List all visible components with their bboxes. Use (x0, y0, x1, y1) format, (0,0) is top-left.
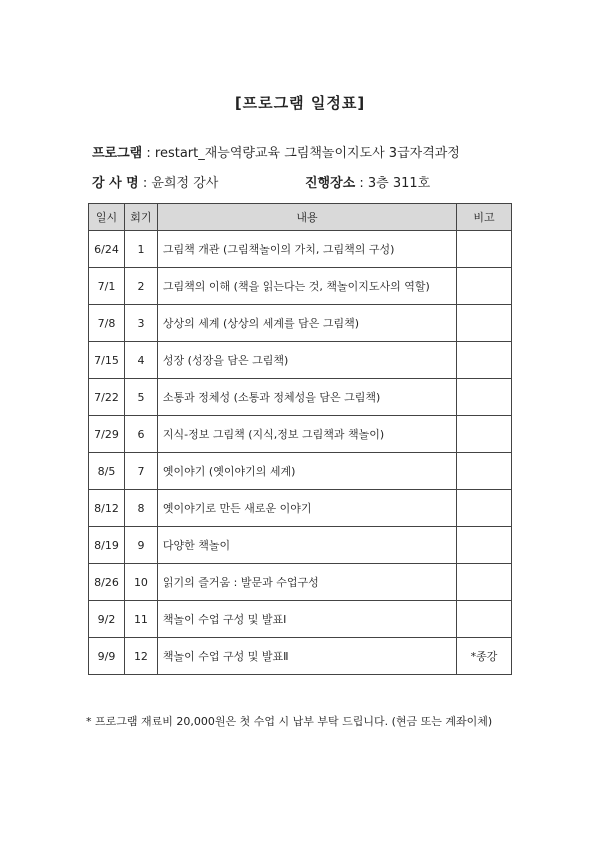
session-cell: 12 (124, 638, 157, 675)
note-cell (457, 379, 512, 416)
date-cell: 8/12 (89, 490, 125, 527)
date-cell: 7/22 (89, 379, 125, 416)
date-cell: 7/15 (89, 342, 125, 379)
content-cell: 다양한 책놀이 (157, 527, 456, 564)
content-cell: 소통과 정체성 (소통과 정체성을 담은 그림책) (157, 379, 456, 416)
table-row (89, 601, 512, 638)
note-cell (457, 342, 512, 379)
session-cell: 10 (124, 564, 157, 601)
instructor-info (92, 172, 218, 191)
session-cell: 11 (124, 601, 157, 638)
table-row (89, 490, 512, 527)
note-cell (457, 490, 512, 527)
content-cell: 지식-정보 그림책 (지식,정보 그림책과 책놀이) (157, 416, 456, 453)
date-cell: 6/24 (89, 231, 125, 268)
instructor-value: 윤희정 강사 (151, 176, 219, 191)
session-cell: 8 (124, 490, 157, 527)
note-cell (457, 305, 512, 342)
header-session: 회기 (124, 204, 157, 231)
note-cell (457, 416, 512, 453)
table-row (89, 305, 512, 342)
session-cell: 9 (124, 527, 157, 564)
schedule-body (89, 231, 512, 675)
note-cell (457, 527, 512, 564)
program-info (92, 142, 460, 161)
footnote: * 프로그램 재료비 20,000원은 첫 수업 시 납부 부탁 드립니다. (현금 또는 계좌이체) (86, 715, 493, 728)
location-value: 3층 311호 (367, 176, 431, 191)
table-row (89, 638, 512, 675)
session-cell: 2 (124, 268, 157, 305)
instructor-separator: : (138, 176, 152, 191)
note-cell (457, 453, 512, 490)
date-cell: 8/19 (89, 527, 125, 564)
program-label: 프로그램 (92, 146, 143, 161)
session-cell: 6 (124, 416, 157, 453)
date-cell: 9/2 (89, 601, 125, 638)
table-row (89, 564, 512, 601)
header-content: 내용 (157, 204, 456, 231)
table-row (89, 527, 512, 564)
content-cell: 상상의 세계 (상상의 세계를 담은 그림책) (157, 305, 456, 342)
instructor-label: 강 사 명 (92, 176, 139, 191)
date-cell: 7/1 (89, 268, 125, 305)
table-row (89, 268, 512, 305)
date-cell: 8/26 (89, 564, 125, 601)
date-cell: 9/9 (89, 638, 125, 675)
note-cell (457, 564, 512, 601)
header-note: 비고 (457, 204, 512, 231)
table-row (89, 453, 512, 490)
program-value: restart_재능역량교육 그림책놀이지도사 3급자격과정 (154, 146, 460, 161)
content-cell: 읽기의 즐거움 : 발문과 수업구성 (157, 564, 456, 601)
page-title: [프로그램 일정표] (234, 94, 366, 112)
content-cell: 책놀이 수업 구성 및 발표Ⅱ (157, 638, 456, 675)
content-cell: 그림책 개관 (그림책놀이의 가치, 그림책의 구성) (157, 231, 456, 268)
content-cell: 책놀이 수업 구성 및 발표Ⅰ (157, 601, 456, 638)
note-cell (457, 268, 512, 305)
content-cell: 성장 (성장을 담은 그림책) (157, 342, 456, 379)
date-cell: 7/8 (89, 305, 125, 342)
header-date: 일시 (89, 204, 125, 231)
note-cell (457, 231, 512, 268)
location-separator: : (355, 176, 368, 191)
session-cell: 5 (124, 379, 157, 416)
date-cell: 7/29 (89, 416, 125, 453)
program-separator: : (142, 146, 155, 161)
schedule-table (88, 203, 512, 675)
session-cell: 3 (124, 305, 157, 342)
note-cell (457, 601, 512, 638)
table-row (89, 342, 512, 379)
content-cell: 옛이야기로 만든 새로운 이야기 (157, 490, 456, 527)
location-label: 진행장소 (305, 176, 356, 191)
location-info (305, 172, 430, 191)
session-cell: 4 (124, 342, 157, 379)
date-cell: 8/5 (89, 453, 125, 490)
session-cell: 7 (124, 453, 157, 490)
session-cell: 1 (124, 231, 157, 268)
table-header-row (89, 204, 512, 231)
note-cell: *종강 (457, 638, 512, 675)
table-row (89, 416, 512, 453)
content-cell: 그림책의 이해 (책을 읽는다는 것, 책놀이지도사의 역할) (157, 268, 456, 305)
table-row (89, 231, 512, 268)
content-cell: 옛이야기 (옛이야기의 세계) (157, 453, 456, 490)
table-row (89, 379, 512, 416)
